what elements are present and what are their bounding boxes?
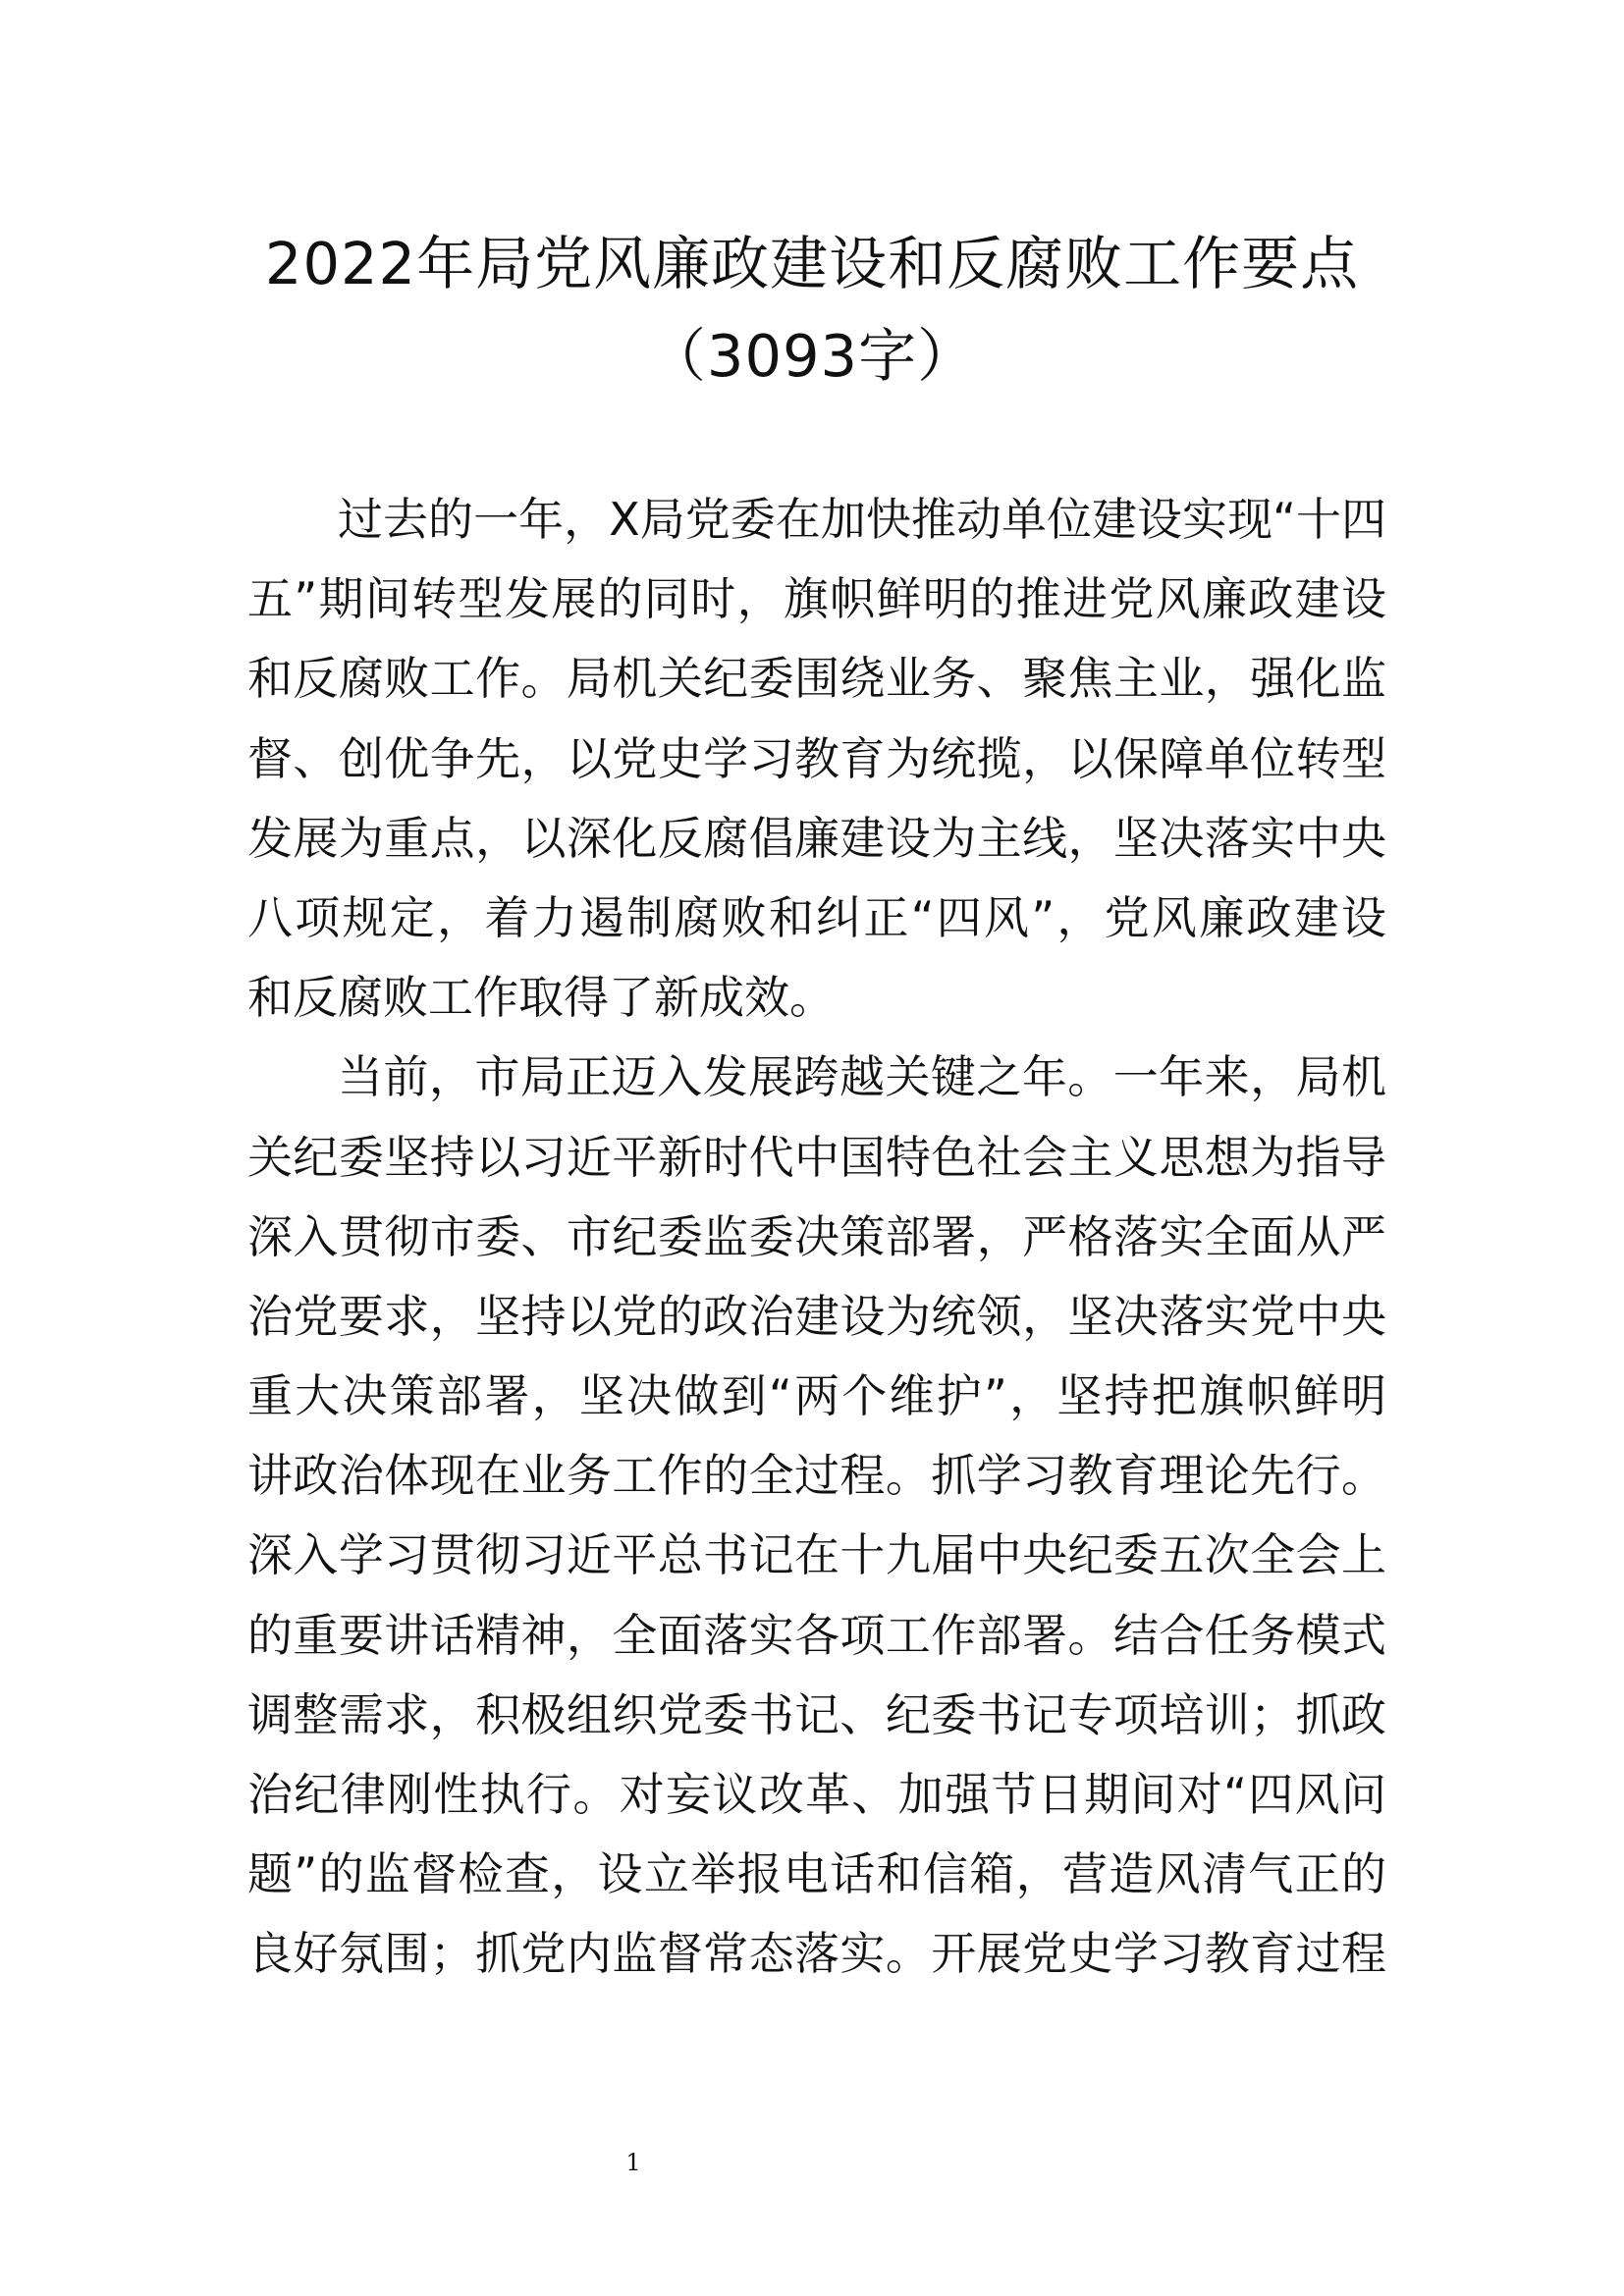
paragraph-2-line: 治纪律刚性执行。对妄议改革、加强节日期间对“四风问 <box>247 1768 1386 1821</box>
paragraph-2-line: 调整需求，积极组织党委书记、纪委书记专项培训；抓政 <box>247 1687 1386 1741</box>
paragraph-1-line: 和反腐败工作。局机关纪委围绕业务、聚焦主业，强化监 <box>247 652 1386 706</box>
paragraph-2-line: 治党要求，坚持以党的政治建设为统领，坚决落实党中央 <box>247 1289 1386 1343</box>
paragraph-2-line: 良好氛围；抓党内监督常态落实。开展党史学习教育过程 <box>247 1927 1386 1981</box>
document-title <box>0 218 1624 402</box>
title-word-count: （3093字） <box>647 322 977 390</box>
document-body <box>247 480 1386 1995</box>
paragraph-1-line: 督、创优争先，以党史学习教育为统揽，以保障单位转型 <box>247 731 1386 785</box>
paragraph-2-line: 深入学习贯彻习近平总书记在十九届中央纪委五次全会上 <box>247 1528 1386 1582</box>
paragraph-1-line: 发展为重点，以深化反腐倡廉建设为主线，坚决落实中央 <box>247 811 1386 865</box>
paragraph-2-line: 当前，市局正迈入发展跨越关键之年。一年来，局机 <box>338 1050 1386 1104</box>
paragraph-2-line: 讲政治体现在业务工作的全过程。抓学习教育理论先行。 <box>247 1449 1386 1503</box>
paragraph-1-line: 和反腐败工作取得了新成效。 <box>247 971 835 1025</box>
page-number: 1 <box>625 2149 641 2176</box>
paragraph-1-line: 八项规定，着力遏制腐败和纠正“四风”，党风廉政建设 <box>247 890 1386 944</box>
paragraph-2-line: 的重要讲话精神，全面落实各项工作部署。结合任务模式 <box>247 1608 1386 1662</box>
paragraph-1-line: 五”期间转型发展的同时，旗帜鲜明的推进党风廉政建设 <box>247 572 1386 626</box>
paragraph-2-line: 深入贯彻市委、市纪委监委决策部署，严格落实全面从严 <box>247 1209 1386 1263</box>
paragraph-1-line: 过去的一年，X局党委在加快推动单位建设实现“十四 <box>338 493 1386 546</box>
paragraph-2-line: 题”的监督检查，设立举报电话和信箱，营造风清气正的 <box>247 1847 1386 1901</box>
paragraph-2-line: 重大决策部署，坚决做到“两个维护”，坚持把旗帜鲜明 <box>247 1369 1386 1423</box>
paragraph-2-line: 关纪委坚持以习近平新时代中国特色社会主义思想为指导 <box>247 1130 1386 1184</box>
title-main: 2022年局党风廉政建设和反腐败工作要点 <box>264 230 1360 297</box>
